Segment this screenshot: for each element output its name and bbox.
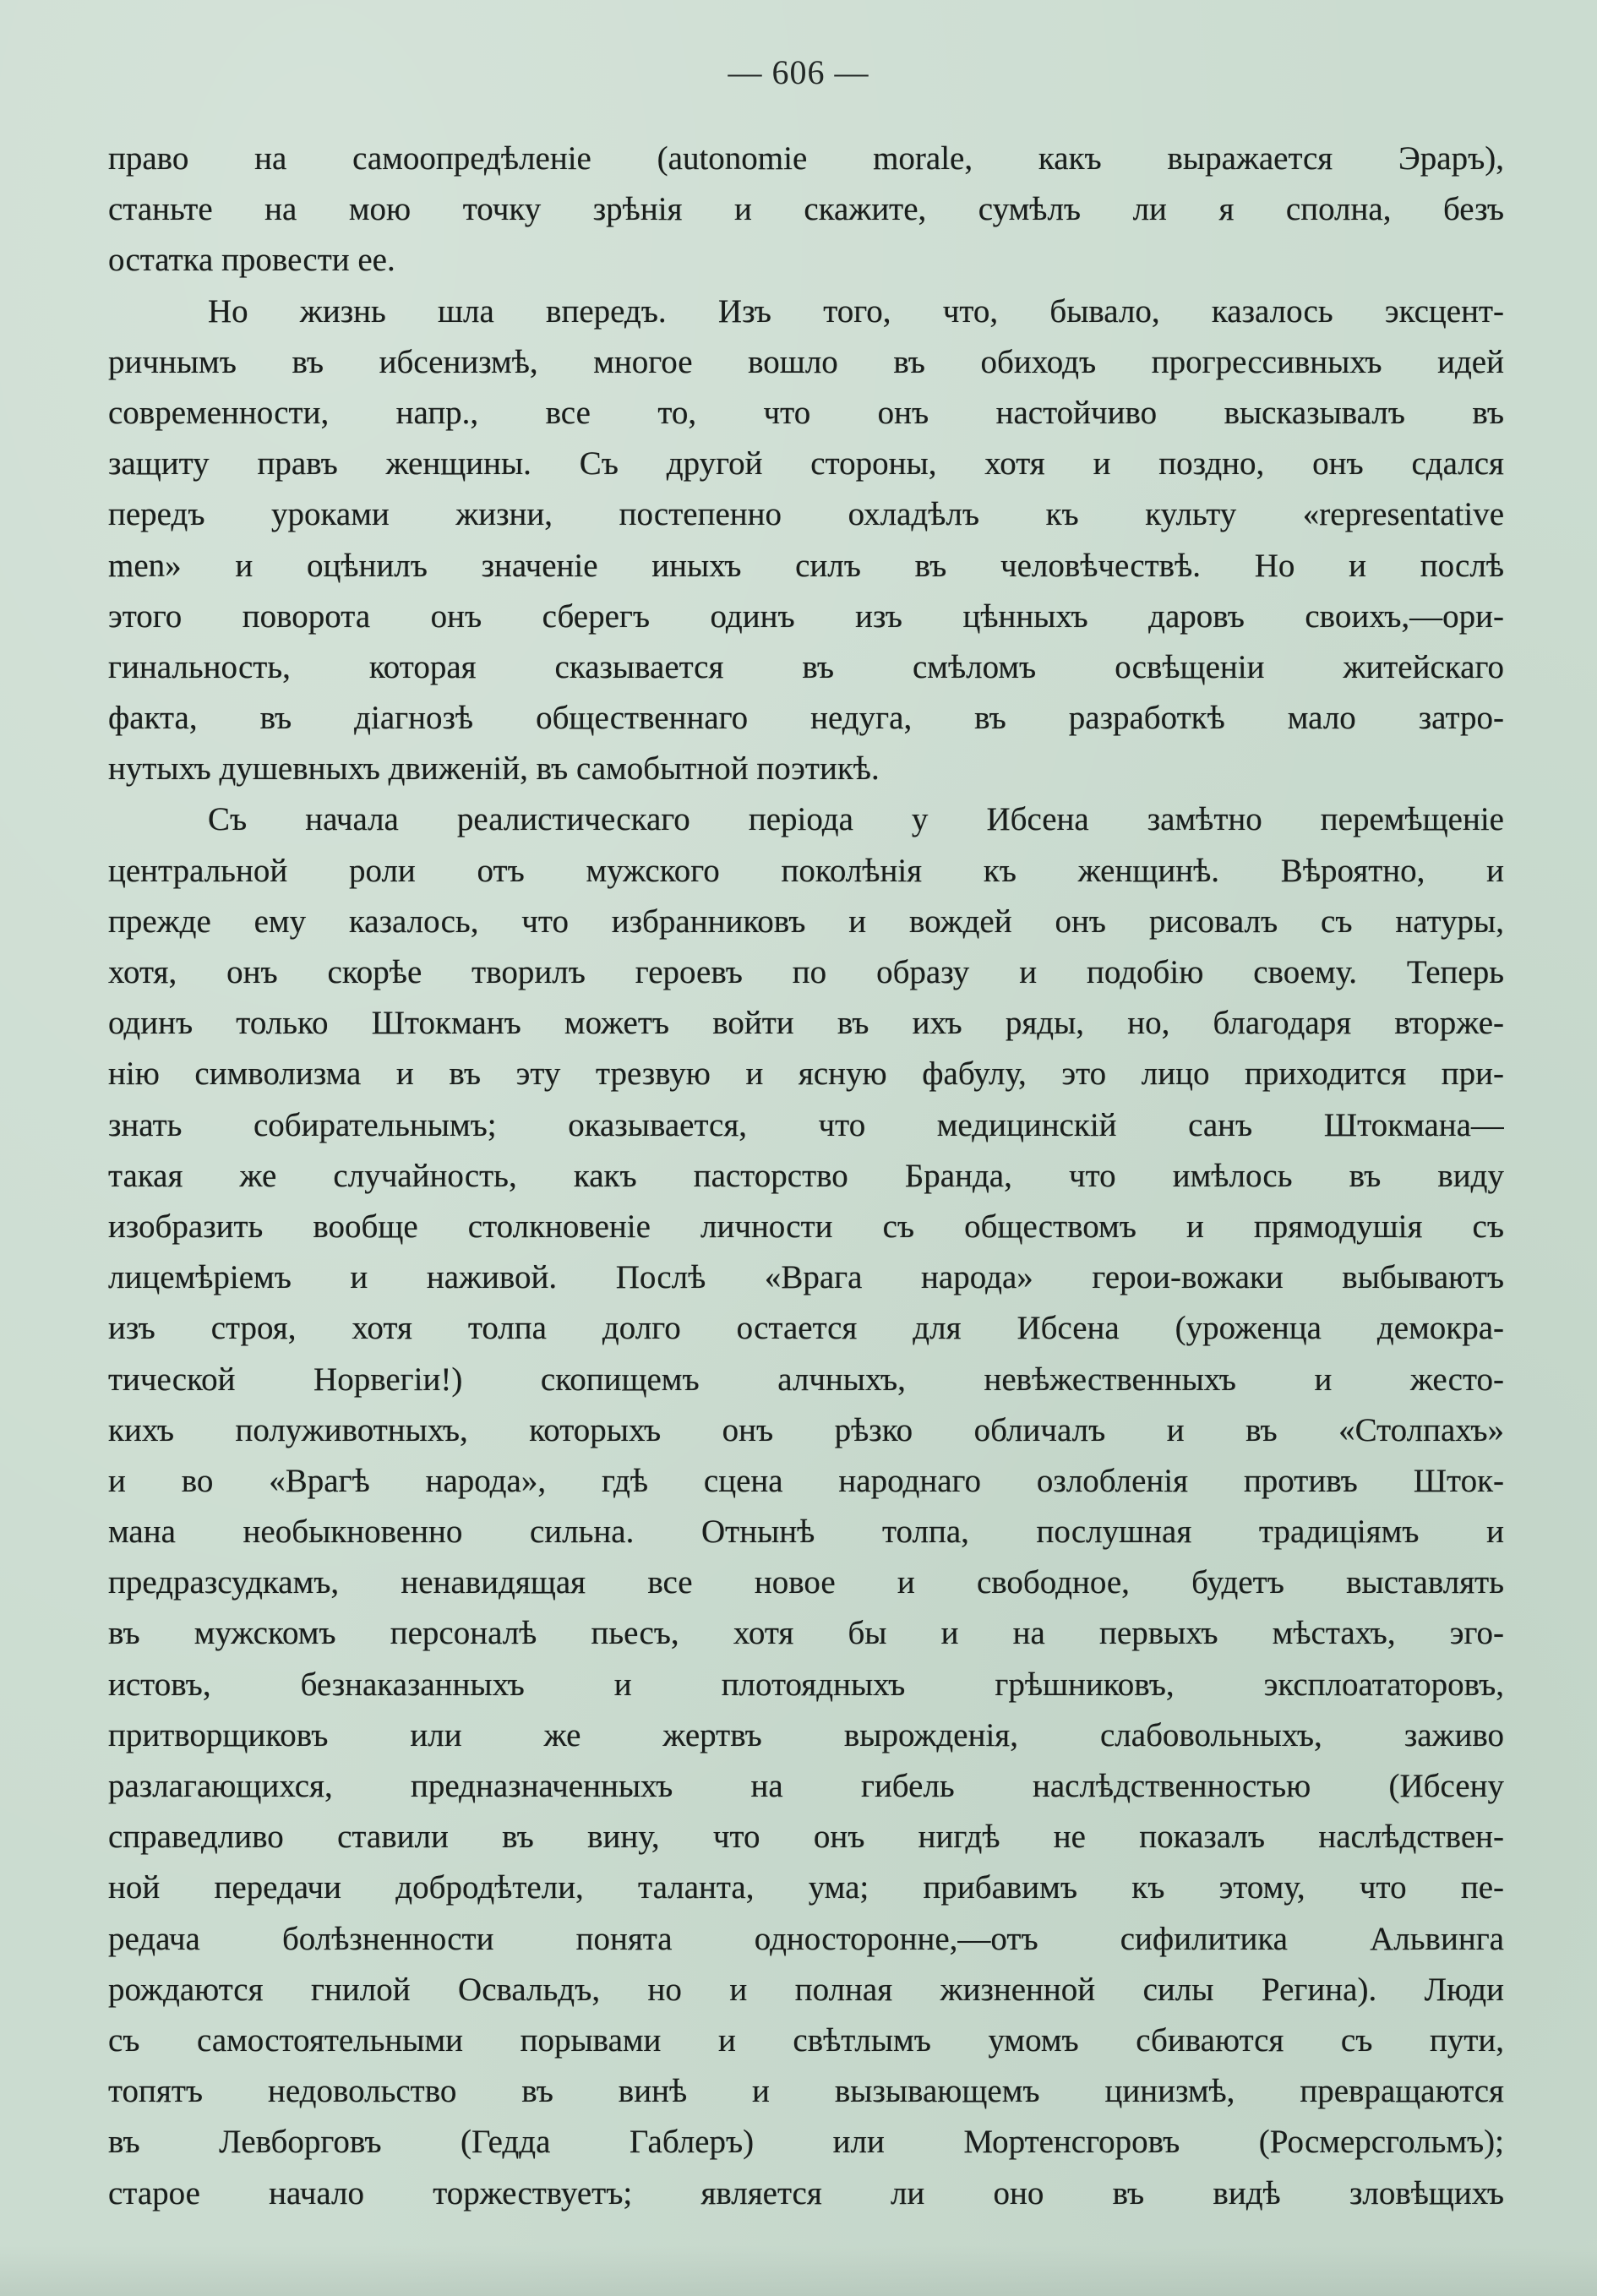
text-line: лицемѣріемъ и наживой. Послѣ «Врага народа» герои-вожаки выбываютъ	[108, 1259, 1504, 1296]
text-line: защиту правъ женщины. Съ другой стороны, хотя и поздно, онъ сдался	[108, 445, 1504, 483]
text-line: центральной роли отъ мужского поколѣнія къ женщинѣ. Вѣроятно, и	[108, 852, 1504, 889]
text-line: остатка провести ее.	[108, 242, 395, 279]
text-line: изъ строя, хотя толпа долго остается для Ибсена (уроженца демокра-	[108, 1310, 1504, 1347]
page-bottom-shading	[0, 2245, 1597, 2296]
text-line: въ Левборговъ (Гедда Габлеръ) или Мортенсгоровъ (Росмерсгольмъ);	[108, 2124, 1504, 2161]
text-line: топятъ недовольство въ винѣ и вызывающемъ цинизмѣ, превращаются	[108, 2073, 1504, 2110]
text-line: хотя, онъ скорѣе творилъ героевъ по образу и подобію своему. Теперь	[108, 954, 1504, 990]
body-text	[108, 134, 1504, 2219]
text-line: тической Норвегіи!) скопищемъ алчныхъ, невѣжественныхъ и жесто-	[108, 1361, 1504, 1398]
text-line: право на самоопредѣленіе (autonomie morale, какъ выражается Эраръ),	[108, 140, 1504, 177]
text-line: и во «Врагѣ народа», гдѣ сцена народнаго озлобленія противъ Шток-	[108, 1462, 1504, 1499]
text-line: изобразить вообще столкновеніе личности съ обществомъ и прямодушія съ	[108, 1208, 1504, 1245]
text-line: истовъ, безнаказанныхъ и плотоядныхъ грѣшниковъ, эксплоататоровъ,	[108, 1666, 1504, 1703]
text-line: редача болѣзненности понята односторонне,—отъ сифилитика Альвинга	[108, 1920, 1504, 1957]
text-line: станьте на мою точку зрѣнія и скажите, сумѣлъ ли я сполна, безъ	[108, 191, 1504, 228]
text-line: кихъ полуживотныхъ, которыхъ онъ рѣзко обличалъ и въ «Столпахъ»	[108, 1411, 1504, 1448]
text-line: нію символизма и въ эту трезвую и ясную фабулу, это лицо приходится при-	[108, 1055, 1504, 1093]
text-line: современности, напр., все то, что онъ настойчиво высказывалъ въ	[108, 394, 1504, 431]
text-line: въ мужскомъ персоналѣ пьесъ, хотя бы и на первыхъ мѣстахъ, эго-	[108, 1615, 1504, 1652]
text-line: разлагающихся, предназначенныхъ на гибель наслѣдственностью (Ибсену	[108, 1768, 1504, 1804]
text-line: Но жизнь шла впередъ. Изъ того, что, бывало, казалось эксцент-	[208, 292, 1504, 330]
text-line: справедливо ставили въ вину, что онъ нигдѣ не показалъ наслѣдствен-	[108, 1819, 1504, 1856]
text-line: этого поворота онъ сберегъ одинъ изъ цѣнныхъ даровъ своихъ,—ори-	[108, 597, 1504, 635]
text-line: факта, въ діагнозѣ общественнаго недуга, въ разработкѣ мало затро-	[108, 700, 1504, 737]
text-line: притворщиковъ или же жертвъ вырожденія, слабовольныхъ, заживо	[108, 1716, 1504, 1753]
text-line: нутыхъ душевныхъ движеній, въ самобытной поэтикѣ.	[108, 750, 880, 788]
text-line: прежде ему казалось, что избранниковъ и вождей онъ рисовалъ съ натуры,	[108, 903, 1504, 940]
text-line: предразсудкамъ, ненавидящая все новое и свободное, будетъ выставлять	[108, 1564, 1504, 1601]
text-line: съ самостоятельными порывами и свѣтлымъ умомъ сбиваются съ пути,	[108, 2021, 1504, 2059]
text-line: Съ начала реалистическаго періода у Ибсена замѣтно перемѣщеніе	[208, 801, 1504, 838]
text-line: гинальность, которая сказывается въ смѣломъ освѣщеніи житейскаго	[108, 648, 1504, 685]
text-line: ной передачи добродѣтели, таланта, ума; прибавимъ къ этому, что пе-	[108, 1869, 1504, 1906]
text-line: такая же случайность, какъ пасторство Бранда, что имѣлось въ виду	[108, 1157, 1504, 1194]
text-line: мана необыкновенно сильна. Отнынѣ толпа, послушная традиціямъ и	[108, 1513, 1504, 1551]
text-line: передъ уроками жизни, постепенно охладѣлъ къ культу «representative	[108, 496, 1504, 533]
text-line: men» и оцѣнилъ значеніе иныхъ силъ въ человѣчествѣ. Но и послѣ	[108, 547, 1504, 584]
text-line: ричнымъ въ ибсенизмѣ, многое вошло въ обиходъ прогрессивныхъ идей	[108, 343, 1504, 380]
text-line: старое начало торжествуетъ; является ли оно въ видѣ зловѣщихъ	[108, 2174, 1504, 2211]
text-line: знать собирательнымъ; оказывается, что медицинскій санъ Штокмана—	[108, 1106, 1504, 1143]
text-line: одинъ только Штокманъ можетъ войти въ ихъ ряды, но, благодаря вторже-	[108, 1005, 1504, 1042]
text-line: рождаются гнилой Освальдъ, но и полная жизненной силы Регина). Люди	[108, 1971, 1504, 2008]
page-number: — 606 —	[728, 53, 869, 91]
